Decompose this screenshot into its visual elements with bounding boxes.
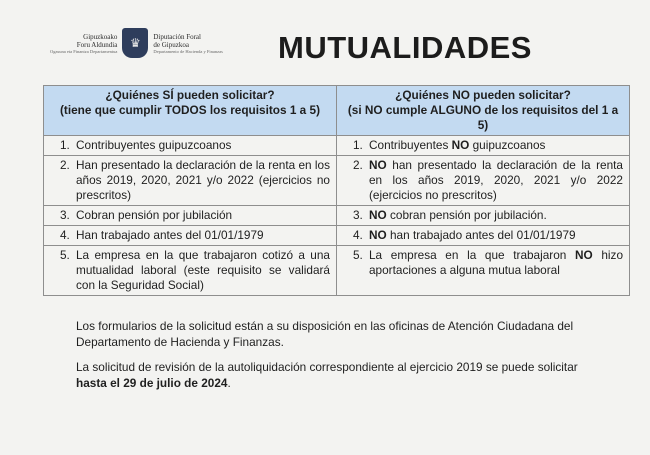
text-part: . [227,376,231,390]
logo-text-basque [50,33,117,54]
header-line: (tiene que cumplir TODOS los requisitos 1 a 5) [59,103,321,117]
item-text: La empresa en la que trabajaron cotizó a una mutualidad laboral (este requisito se validará con la Seguridad Social) [76,248,330,292]
header-line: ¿Quiénes NO pueden solicitar? [395,88,571,102]
header-line: ¿Quiénes SÍ pueden solicitar? [105,88,275,102]
text-part: La solicitud de revisión de la autoliquidación correspondiente al ejercicio 2019 se puede solicitar [76,360,578,374]
logo-line: Foru Aldundia [76,40,118,49]
cell-no [337,226,630,246]
logo-line: de Gipuzkoa [153,40,189,49]
item-number: 5. [353,248,363,262]
logo-text-spanish [153,33,222,54]
requirements-table [43,85,630,296]
cell-no [337,156,630,206]
item-text: Cobran pensión por jubilación [76,208,233,222]
item-number: 5. [60,248,70,262]
cell-no [337,246,630,296]
logo-line: Diputación Foral [153,32,201,41]
cell-no [337,136,630,156]
item-number: 2. [60,158,70,172]
page-title: MUTUALIDADES [278,30,532,65]
cell-yes [44,206,337,226]
logo-line: Gipuzkoako [83,32,118,41]
negation-text: NO [369,208,387,222]
cell-yes [44,226,337,246]
footer-paragraph-deadline [76,359,582,391]
item-number: 3. [60,208,70,222]
table-row [44,136,630,156]
table-row [44,156,630,206]
text-part: han trabajado antes del 01/01/1979 [386,228,576,242]
text-part: hizo aportaciones a alguna mutua laboral [369,248,624,277]
item-text [369,248,623,278]
item-number: 4. [60,228,70,242]
item-text [369,138,623,153]
item-text [369,228,623,243]
item-text [369,208,623,223]
item-text: Contribuyentes guipuzcoanos [76,138,232,152]
negation-text: NO [575,248,593,262]
table-row [44,246,630,296]
cell-yes [44,136,337,156]
item-text [369,158,623,203]
item-number: 4. [353,228,363,242]
text-part: guipuzcoanos [469,138,546,152]
cell-yes [44,246,337,296]
text-part: Contribuyentes [369,138,452,152]
item-number: 2. [353,158,363,172]
negation-text: NO [369,158,387,172]
negation-text: NO [451,138,470,152]
item-number: 1. [60,138,70,152]
text-part: cobran pensión por jubilación. [386,208,547,222]
deadline-text: hasta el 29 de julio de 2024 [76,376,228,390]
header-line: (si NO cumple ALGUNO de los requisitos del 1 a 5) [347,103,619,132]
negation-text: NO [369,228,387,242]
item-text: Han presentado la declaración de la renta en los años 2019, 2020, 2021 y/o 2022 (ejercicios no prescritos) [76,158,330,202]
text-part: han presentado la declaración de la renta en los años 2019, 2020, 2021 y/o 2022 (ejercicios no prescritos) [369,158,623,202]
logo [50,28,223,58]
item-number: 3. [353,208,363,222]
logo-sub: Ogasuna eta Finantza Departamentua [50,48,118,54]
shield-icon: ♛ [122,28,148,58]
header-no [337,86,630,136]
logo-sub: Departamento de Hacienda y Finanzas [153,48,223,54]
footer-paragraph-forms: Los formularios de la solicitud están a su disposición en las oficinas de Atención Ciudadana del Departamento de Hacienda y Finanzas. [76,319,574,349]
text-part: La empresa en la que trabajaron [369,248,576,262]
cell-yes [44,156,337,206]
item-text: Han trabajado antes del 01/01/1979 [76,228,264,242]
item-number: 1. [353,138,363,152]
table-row [44,206,630,226]
header-yes [44,86,337,136]
cell-no [337,206,630,226]
table-row [44,226,630,246]
